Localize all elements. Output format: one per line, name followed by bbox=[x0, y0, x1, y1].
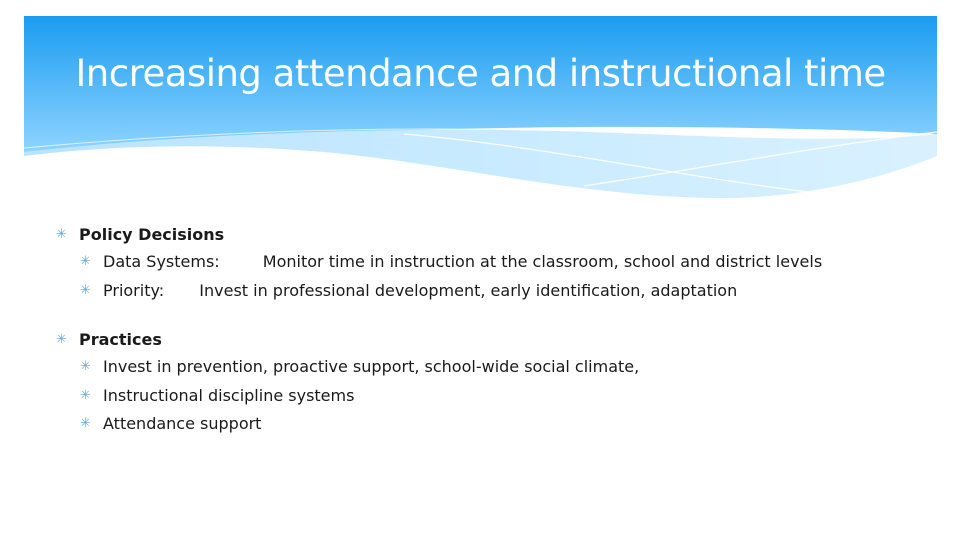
list-item bbox=[56, 382, 936, 411]
list-item bbox=[56, 248, 936, 277]
item-label: Priority: bbox=[103, 280, 165, 300]
item-text: Invest in prevention, proactive support, school-wide social climate, bbox=[103, 357, 640, 376]
asterisk-bullet-icon: ✳ bbox=[56, 227, 67, 242]
list-item bbox=[56, 277, 936, 306]
asterisk-bullet-icon: ✳ bbox=[80, 254, 91, 269]
section-heading-text: Policy Decisions bbox=[79, 225, 225, 244]
section-policy-decisions bbox=[56, 222, 936, 305]
slide-title: Increasing attendance and instructional time bbox=[75, 52, 886, 95]
asterisk-bullet-icon: ✳ bbox=[80, 416, 91, 431]
item-label: Data Systems: bbox=[103, 252, 220, 271]
item-text: Attendance support bbox=[103, 414, 262, 433]
item-text: Invest in professional development, early identification, adaptation bbox=[199, 280, 738, 300]
list-item bbox=[56, 353, 936, 382]
wave-banner-graphic bbox=[24, 16, 937, 206]
item-text: Monitor time in instruction at the classroom, school and district levels bbox=[262, 252, 823, 271]
asterisk-bullet-icon: ✳ bbox=[80, 282, 91, 298]
section-heading bbox=[56, 327, 936, 353]
asterisk-bullet-icon: ✳ bbox=[56, 332, 67, 347]
asterisk-bullet-icon: ✳ bbox=[80, 359, 91, 374]
section-heading-text: Practices bbox=[79, 330, 162, 349]
item-text: Instructional discipline systems bbox=[103, 385, 355, 405]
section-heading bbox=[56, 222, 936, 248]
asterisk-bullet-icon: ✳ bbox=[80, 387, 91, 403]
title-banner bbox=[24, 16, 937, 206]
section-practices bbox=[56, 327, 936, 439]
content-area bbox=[56, 222, 936, 461]
list-item bbox=[56, 410, 936, 439]
